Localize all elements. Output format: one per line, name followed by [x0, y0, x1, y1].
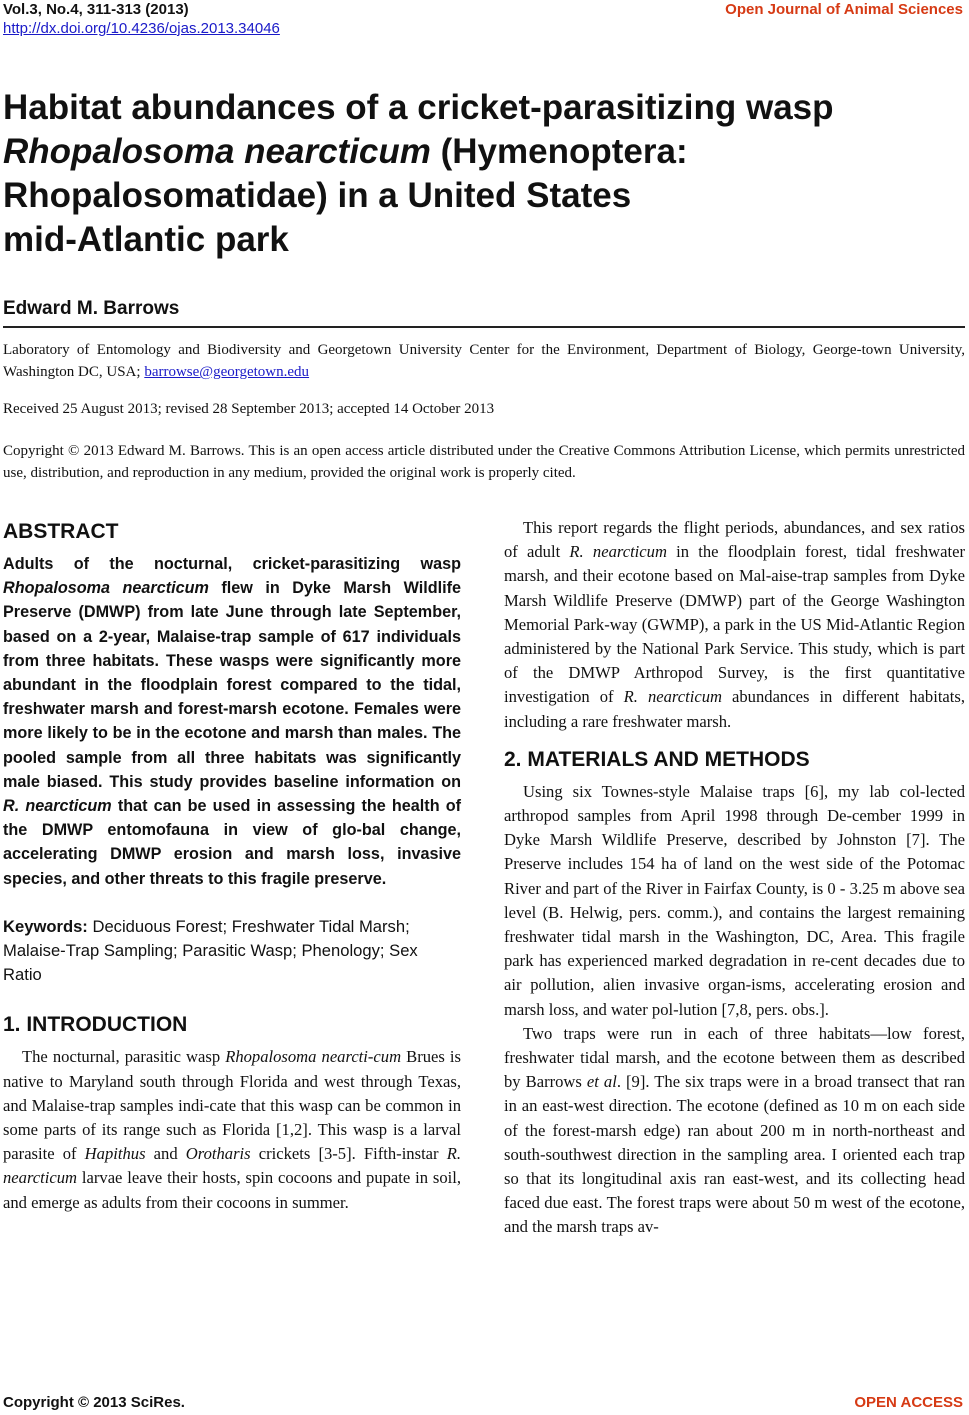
doi-link[interactable]: http://dx.doi.org/10.4236/ojas.2013.34046	[3, 20, 280, 37]
abstract-species: R. nearcticum	[3, 797, 112, 816]
intro-part: Brues is native to Maryland south through Florida and west through Texas, and Malaise-trap samples indi-cate that this wasp can be common in some parts of its range such as Florida [1,2]. This wasp is a larval parasite of	[3, 1047, 461, 1164]
intro-part: and	[145, 1144, 186, 1164]
intro-species: Rhopalosoma nearcti-cum	[225, 1047, 402, 1067]
footer-copyright: Copyright © 2013 SciRes.	[3, 1394, 185, 1411]
introduction-paragraph	[3, 1045, 461, 1214]
methods-paragraph-2	[504, 1022, 965, 1240]
copyright-notice: Copyright © 2013 Edward M. Barrows. This is an open access article distributed under the Creative Commons Attribution License, which permits unrestricted use, distribution, and reproduction in any medium, provided the original work is properly cited.	[3, 443, 965, 481]
abstract-species: Rhopalosoma nearcticum	[3, 579, 209, 598]
left-column	[3, 516, 461, 1215]
journal-name: Open Journal of Animal Sciences	[725, 1, 963, 18]
text-part: This report regards the flight periods, abundances, and sex ratios of adult	[504, 518, 965, 562]
text-part: in the floodplain forest, tidal freshwater marsh, and their ecotone based on Mal-aise-trap samples from Dyke Marsh Wildlife Preserve (DMWP) part of the George Washington Memorial Park-way (GWMP), a park in the US Mid-Atlantic Region administered by the National Park Service. This study, which is part of the DMWP Arthropod Survey, is the first quantitative investigation of	[504, 542, 965, 707]
text-part: . [9]. The six traps were in a broad transect that ran in an east-west direction. The ecotone (defined as 10 m on each side of the forest-marsh edge) ran about 200 m in north-northeast and south-southwest direction in the sampling area. I oriented each trap so that its longitudinal axis ran east-west, and its collecting head faced due east. The forest traps were about 50 m west of the ecotone, and the marsh traps av-	[504, 1072, 966, 1237]
abstract-heading: ABSTRACT	[3, 520, 119, 543]
species-name: R. nearcticum	[569, 542, 667, 562]
title-species: Rhopalosoma nearcticum	[3, 132, 431, 171]
abstract-part: Adults of the nocturnal, cricket-parasitizing wasp	[3, 555, 461, 573]
title-line-4: mid-Atlantic park	[3, 220, 289, 259]
intro-continued-paragraph	[504, 516, 965, 734]
text-part: abundances in different habitats, including a rare freshwater marsh.	[504, 687, 966, 731]
citation-etal: et al	[586, 1072, 617, 1092]
introduction-heading: 1. INTRODUCTION	[3, 1013, 188, 1037]
abstract-part: flew in Dyke Marsh Wildlife Preserve (DMWP) from late June through late September, based on a 2-year, Malaise-trap sample of 617 individuals from three habitats. These wasps were significantly more abundant in the floodplain forest compared to the tidal, freshwater marsh and forest-marsh ecotone. Females were more likely to be in the ecotone and marsh than males. The pooled sample from all three habitats was significantly male biased. This study provides baseline information on	[3, 579, 461, 791]
title-line-2: (Hymenoptera:	[430, 132, 688, 171]
keywords-label: Keywords:	[3, 916, 88, 936]
title-line-1: Habitat abundances of a cricket-parasitizing wasp	[3, 88, 834, 127]
intro-part: crickets [3-5]. Fifth-instar	[250, 1144, 447, 1164]
title-line-3: Rhopalosomatidae) in a United States	[3, 176, 632, 215]
article-title	[3, 86, 963, 262]
right-column	[504, 516, 965, 1240]
text-part: Two traps were run in each of three habitats—low forest, freshwater tidal marsh, and the ecotone between them as described by Barrows	[504, 1023, 965, 1092]
affiliation	[3, 339, 965, 383]
footer-open-access: OPEN ACCESS	[854, 1394, 963, 1411]
abstract-part: that can be used in assessing the health of the DMWP entomofauna in view of glo-bal change, accelerating DMWP erosion and marsh loss, invasive species, and other threats to this fragile preserve.	[3, 797, 461, 888]
volume-info: Vol.3, No.4, 311-313 (2013)	[3, 1, 189, 18]
methods-paragraph-1: Using six Townes-style Malaise traps [6], my lab col-lected arthropod samples from April 1998 through De-cember 1999 in Dyke Marsh Wildlife Preserve, described by Johnston [7]. The Preserve includes 154 ha of land on the west side of the Potomac River and part of the River in Fairfax County, is 0 - 3.25 m above sea level (B. Helwig, pers. comm.), and contains the largest remaining freshwater tidal marsh in the Washington, DC, Area. This fragile park has experienced marked degradation in re-cent decades due to air pollution, alien invasive organ-isms, accelerating erosion and marsh loss, and water pol-lution [7,8, pers. obs.].	[504, 781, 965, 1019]
keywords	[3, 915, 461, 988]
intro-part: The nocturnal, parasitic wasp	[22, 1047, 226, 1067]
author-email-link[interactable]: barrowse@georgetown.edu	[144, 364, 310, 380]
intro-species: R. nearcticum	[3, 1144, 461, 1188]
abstract-text	[3, 552, 461, 891]
author-divider	[3, 326, 965, 328]
received-dates: Received 25 August 2013; revised 28 September 2013; accepted 14 October 2013	[3, 401, 495, 417]
author-name: Edward M. Barrows	[3, 298, 180, 319]
methods-heading: 2. MATERIALS AND METHODS	[504, 747, 810, 771]
intro-part: larvae leave their hosts, spin cocoons and pupate in soil, and emerge as adults from their cocoons in summer.	[3, 1168, 461, 1212]
affiliation-text: Laboratory of Entomology and Biodiversity and Georgetown University Center for the Environment, Department of Biology, George-town University, Washington DC, USA;	[3, 342, 965, 380]
keywords-text: Deciduous Forest; Freshwater Tidal Marsh; Malaise-Trap Sampling; Parasitic Wasp; Phenology; Sex Ratio	[3, 916, 418, 985]
intro-genus: Hapithus	[84, 1144, 146, 1164]
species-name: R. nearcticum	[623, 687, 722, 707]
intro-genus: Orotharis	[185, 1144, 251, 1164]
